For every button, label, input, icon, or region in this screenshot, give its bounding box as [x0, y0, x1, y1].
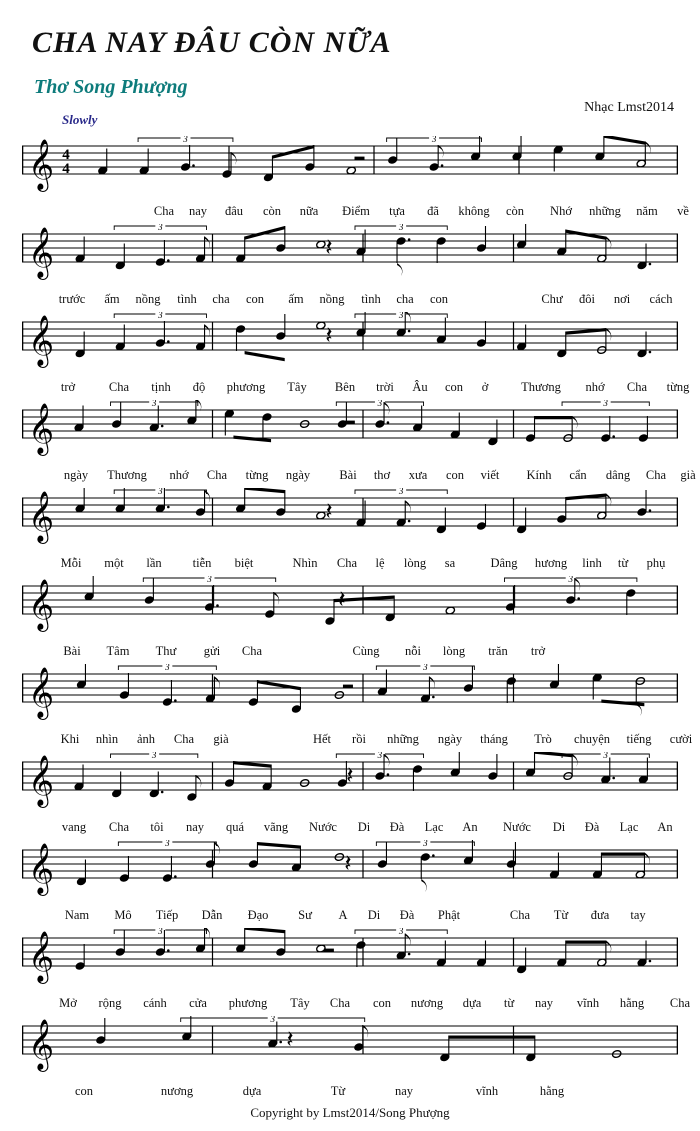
- music-system: [22, 400, 696, 496]
- page-title: CHA NAY ĐÂU CÒN NỮA: [32, 26, 392, 59]
- lyricist-credit: Thơ Song Phượng: [34, 76, 188, 98]
- lyric-syllable: ấm: [104, 292, 120, 306]
- svg-text:3: 3: [377, 752, 383, 760]
- lyric-syllable: Nhớ: [550, 204, 572, 218]
- svg-text:3: 3: [423, 840, 428, 848]
- lyric-syllable: chuyện: [573, 732, 611, 746]
- lyric-syllable: từ: [617, 556, 629, 570]
- svg-text:3: 3: [603, 400, 608, 408]
- lyric-syllable: Thương: [107, 468, 147, 482]
- lyric-syllable: ấm: [288, 292, 304, 306]
- music-system: [22, 576, 678, 672]
- lyric-syllable: Lạc: [619, 820, 639, 834]
- svg-text:𝄽: 𝄽: [338, 585, 346, 613]
- tempo-marking: Slowly: [62, 112, 98, 127]
- lyric-syllable: Đà: [584, 820, 600, 834]
- svg-text:𝄞: 𝄞: [28, 1019, 55, 1070]
- svg-text:3: 3: [603, 752, 608, 760]
- lyric-syllable: Thương: [521, 380, 561, 394]
- svg-text:𝄞: 𝄞: [28, 579, 55, 630]
- lyric-syllable: năm: [636, 204, 658, 218]
- lyric-syllable: con: [74, 1084, 94, 1098]
- svg-text:3: 3: [151, 400, 157, 408]
- lyric-syllable: phụ: [646, 556, 666, 570]
- lyric-syllable: Mở: [59, 996, 77, 1010]
- lyric-syllable: nhớ: [169, 468, 189, 482]
- lyric-syllable: Cha: [108, 820, 130, 834]
- lyric-syllable: trước: [58, 292, 86, 306]
- svg-text:3: 3: [183, 136, 188, 144]
- lyric-syllable: cười: [669, 732, 693, 746]
- lyric-syllable: Âu: [412, 380, 428, 394]
- lyric-syllable: linh: [582, 556, 602, 570]
- lyric-syllable: An: [657, 820, 673, 834]
- svg-text:3: 3: [158, 928, 163, 936]
- svg-text:3: 3: [568, 576, 573, 584]
- lyric-syllable: rộng: [98, 996, 122, 1010]
- svg-text:𝄞: 𝄞: [28, 227, 55, 278]
- lyric-syllable: trở: [60, 380, 76, 394]
- svg-text:3: 3: [377, 400, 383, 408]
- lyric-syllable: cửa: [189, 996, 207, 1010]
- lyric-syllable: vĩnh: [576, 996, 600, 1010]
- lyric-syllable: trăn: [488, 644, 508, 658]
- lyric-syllable: ảnh: [136, 732, 156, 746]
- lyric-syllable: một: [104, 556, 124, 570]
- lyric-syllable: Sư: [298, 908, 312, 922]
- lyric-syllable: Từ: [330, 1084, 346, 1098]
- lyric-syllable: tịnh: [151, 380, 171, 394]
- lyric-syllable: viết: [480, 468, 500, 482]
- lyric-syllable: Bên: [334, 380, 356, 394]
- svg-text:3: 3: [151, 752, 157, 760]
- svg-text:𝄽: 𝄽: [325, 233, 333, 261]
- lyric-syllable: Cha: [206, 468, 228, 482]
- lyric-syllable: Dẫn: [201, 908, 223, 922]
- lyric-syllable: hằng: [619, 996, 645, 1010]
- lyric-syllable: nay: [185, 820, 205, 834]
- lyric-syllable: gửi: [203, 644, 221, 658]
- lyric-syllable: trở: [530, 644, 546, 658]
- lyric-syllable: những: [387, 732, 419, 746]
- lyric-syllable: cha: [212, 292, 230, 306]
- svg-text:𝄞: 𝄞: [28, 931, 55, 982]
- lyric-syllable: Cha: [509, 908, 531, 922]
- lyric-syllable: Nước: [309, 820, 337, 834]
- lyric-syllable: thơ: [373, 468, 391, 482]
- lyric-syllable: Điểm: [342, 204, 370, 218]
- svg-text:𝄞: 𝄞: [28, 667, 55, 718]
- svg-text:3: 3: [270, 1016, 275, 1024]
- lyric-syllable: ngày: [63, 468, 89, 482]
- svg-text:3: 3: [431, 136, 437, 144]
- lyric-line: [22, 1084, 678, 1102]
- music-system: [22, 752, 678, 848]
- lyric-syllable: A: [338, 908, 348, 922]
- lyric-syllable: những: [589, 204, 621, 218]
- lyric-syllable: dựa: [462, 996, 482, 1010]
- lyric-syllable: Cùng: [352, 644, 380, 658]
- lyric-syllable: Tây: [287, 380, 307, 394]
- lyric-syllable: An: [462, 820, 478, 834]
- svg-text:𝄞: 𝄞: [28, 139, 55, 190]
- lyric-syllable: Cha: [329, 996, 351, 1010]
- lyric-syllable: độ: [192, 380, 206, 394]
- lyric-syllable: còn: [505, 204, 525, 218]
- lyric-syllable: Trò: [534, 732, 552, 746]
- svg-text:4: 4: [62, 161, 70, 177]
- lyric-syllable: Cha: [108, 380, 130, 394]
- lyric-syllable: Cha: [241, 644, 263, 658]
- svg-text:3: 3: [398, 224, 404, 232]
- lyric-syllable: về: [677, 204, 689, 218]
- lyric-syllable: dựa: [242, 1084, 262, 1098]
- lyric-syllable: Đà: [389, 820, 405, 834]
- lyric-syllable: tay: [630, 908, 646, 922]
- lyric-syllable: Cha: [626, 380, 648, 394]
- svg-text:𝄽: 𝄽: [325, 497, 333, 525]
- lyric-syllable: con: [372, 996, 392, 1010]
- lyric-syllable: con: [429, 292, 449, 306]
- lyric-syllable: Mô: [114, 908, 132, 922]
- music-system: [22, 224, 678, 320]
- lyric-syllable: từng: [666, 380, 690, 394]
- lyric-syllable: Nhìn: [292, 556, 318, 570]
- music-system: [22, 1016, 678, 1112]
- lyric-syllable: Di: [357, 820, 371, 834]
- lyric-syllable: nỗi: [405, 644, 421, 658]
- lyric-syllable: tình: [361, 292, 381, 306]
- music-system: [22, 928, 691, 1024]
- lyric-syllable: lòng: [442, 644, 466, 658]
- lyric-syllable: Cha: [336, 556, 358, 570]
- lyric-syllable: dâng: [605, 468, 631, 482]
- lyric-line: [22, 908, 678, 926]
- lyric-syllable: Nước: [503, 820, 531, 834]
- svg-text:𝄞: 𝄞: [28, 755, 55, 806]
- lyric-line: [22, 644, 678, 662]
- svg-text:𝄞: 𝄞: [28, 315, 55, 366]
- lyric-syllable: từ: [503, 996, 515, 1010]
- lyric-syllable: Tây: [290, 996, 310, 1010]
- svg-text:𝄽: 𝄽: [346, 761, 354, 789]
- svg-text:3: 3: [398, 488, 404, 496]
- svg-text:𝄞: 𝄞: [28, 843, 55, 894]
- lyric-syllable: Đạo: [247, 908, 269, 922]
- lyric-syllable: tôi: [150, 820, 164, 834]
- lyric-line: [22, 820, 678, 838]
- lyric-syllable: tiếng: [626, 732, 652, 746]
- music-system: [22, 840, 678, 936]
- lyric-syllable: cách: [649, 292, 673, 306]
- lyric-syllable: Lạc: [424, 820, 444, 834]
- lyric-line: [22, 292, 678, 310]
- lyric-syllable: phương: [226, 380, 266, 394]
- lyric-syllable: Cha: [669, 996, 691, 1010]
- lyric-syllable: cánh: [143, 996, 167, 1010]
- lyric-line: [22, 468, 696, 486]
- lyric-syllable: cẩn: [569, 468, 587, 482]
- lyric-syllable: Đà: [399, 908, 415, 922]
- lyric-syllable: Kính: [526, 468, 552, 482]
- lyric-syllable: còn: [262, 204, 282, 218]
- lyric-syllable: nay: [188, 204, 208, 218]
- lyric-syllable: Chư: [541, 292, 563, 306]
- lyric-syllable: Bài: [339, 468, 357, 482]
- lyric-syllable: nhìn: [95, 732, 119, 746]
- lyric-syllable: lệ: [375, 556, 385, 570]
- lyric-syllable: đâu: [224, 204, 244, 218]
- svg-text:3: 3: [158, 488, 163, 496]
- lyric-syllable: con: [245, 292, 265, 306]
- lyric-syllable: lần: [146, 556, 162, 570]
- lyric-syllable: nữa: [299, 204, 319, 218]
- lyric-syllable: cha: [396, 292, 414, 306]
- lyric-syllable: ngày: [285, 468, 311, 482]
- lyric-syllable: Cha: [153, 204, 175, 218]
- lyric-syllable: con: [445, 468, 465, 482]
- lyric-syllable: quá: [225, 820, 245, 834]
- lyric-line: [22, 556, 678, 574]
- lyric-syllable: Cha: [173, 732, 195, 746]
- lyric-syllable: vĩnh: [475, 1084, 499, 1098]
- lyric-syllable: phương: [228, 996, 268, 1010]
- lyric-syllable: nồng: [319, 292, 345, 306]
- lyric-syllable: đôi: [579, 292, 595, 306]
- lyric-syllable: tiễn: [192, 556, 212, 570]
- copyright-notice: Copyright by Lmst2014/Song Phượng: [250, 1105, 450, 1120]
- svg-text:𝄽: 𝄽: [286, 1025, 294, 1053]
- lyric-syllable: Thư: [155, 644, 177, 658]
- lyric-syllable: Di: [367, 908, 381, 922]
- lyric-syllable: con: [444, 380, 464, 394]
- lyric-syllable: đã: [427, 204, 439, 218]
- lyric-syllable: nhớ: [585, 380, 605, 394]
- lyric-syllable: Cha: [645, 468, 667, 482]
- lyric-syllable: tình: [177, 292, 197, 306]
- svg-text:3: 3: [398, 312, 404, 320]
- lyric-syllable: rồi: [352, 732, 366, 746]
- svg-text:3: 3: [158, 312, 163, 320]
- music-system: [22, 312, 690, 408]
- svg-text:3: 3: [158, 224, 163, 232]
- lyric-line: [22, 732, 693, 750]
- lyric-syllable: xưa: [408, 468, 428, 482]
- svg-text:3: 3: [398, 928, 404, 936]
- lyric-syllable: Bài: [63, 644, 81, 658]
- lyric-syllable: Hết: [312, 732, 332, 746]
- lyric-syllable: nay: [534, 996, 554, 1010]
- lyric-syllable: đưa: [590, 908, 610, 922]
- lyric-syllable: nương: [410, 996, 444, 1010]
- lyric-syllable: Di: [552, 820, 566, 834]
- lyric-line: [22, 204, 689, 222]
- lyric-syllable: hằng: [539, 1084, 565, 1098]
- lyric-syllable: nơi: [613, 292, 631, 306]
- lyric-syllable: vãng: [263, 820, 289, 834]
- lyric-syllable: nay: [394, 1084, 414, 1098]
- lyric-syllable: Từ: [553, 908, 569, 922]
- lyric-syllable: ở: [481, 380, 489, 394]
- lyric-syllable: Khi: [60, 732, 80, 746]
- lyric-syllable: trời: [376, 380, 394, 394]
- lyric-syllable: lòng: [403, 556, 427, 570]
- lyric-syllable: hương: [534, 556, 568, 570]
- lyric-syllable: Tiếp: [155, 908, 179, 922]
- music-system: [22, 488, 678, 584]
- svg-text:𝄽: 𝄽: [344, 849, 352, 877]
- composer-credit: Nhạc Lmst2014: [584, 100, 674, 115]
- svg-text:3: 3: [207, 576, 212, 584]
- lyric-syllable: không: [458, 204, 490, 218]
- lyric-syllable: Tâm: [106, 644, 130, 658]
- svg-text:𝄞: 𝄞: [28, 403, 55, 454]
- lyric-syllable: sa: [444, 556, 456, 570]
- lyric-syllable: tựa: [389, 204, 405, 218]
- lyric-line: [22, 380, 690, 398]
- music-system: [22, 136, 689, 232]
- lyric-syllable: tháng: [480, 732, 508, 746]
- lyric-syllable: biệt: [234, 556, 254, 570]
- lyric-syllable: Dâng: [490, 556, 518, 570]
- svg-text:𝄽: 𝄽: [325, 321, 333, 349]
- lyric-syllable: từng: [245, 468, 269, 482]
- lyric-syllable: Nam: [64, 908, 90, 922]
- svg-text:𝄞: 𝄞: [28, 491, 55, 542]
- lyric-syllable: già: [213, 732, 229, 746]
- lyric-syllable: Phật: [437, 908, 461, 922]
- lyric-syllable: Mỗi: [60, 556, 82, 570]
- lyric-syllable: nồng: [135, 292, 161, 306]
- lyric-syllable: nương: [160, 1084, 194, 1098]
- svg-text:3: 3: [165, 840, 170, 848]
- lyric-syllable: già: [680, 468, 696, 482]
- music-system: [22, 664, 693, 760]
- lyric-line: [22, 996, 691, 1014]
- svg-text:3: 3: [423, 664, 428, 672]
- svg-text:4: 4: [62, 147, 70, 163]
- lyric-syllable: vang: [61, 820, 87, 834]
- svg-text:3: 3: [165, 664, 170, 672]
- lyric-syllable: ngày: [437, 732, 463, 746]
